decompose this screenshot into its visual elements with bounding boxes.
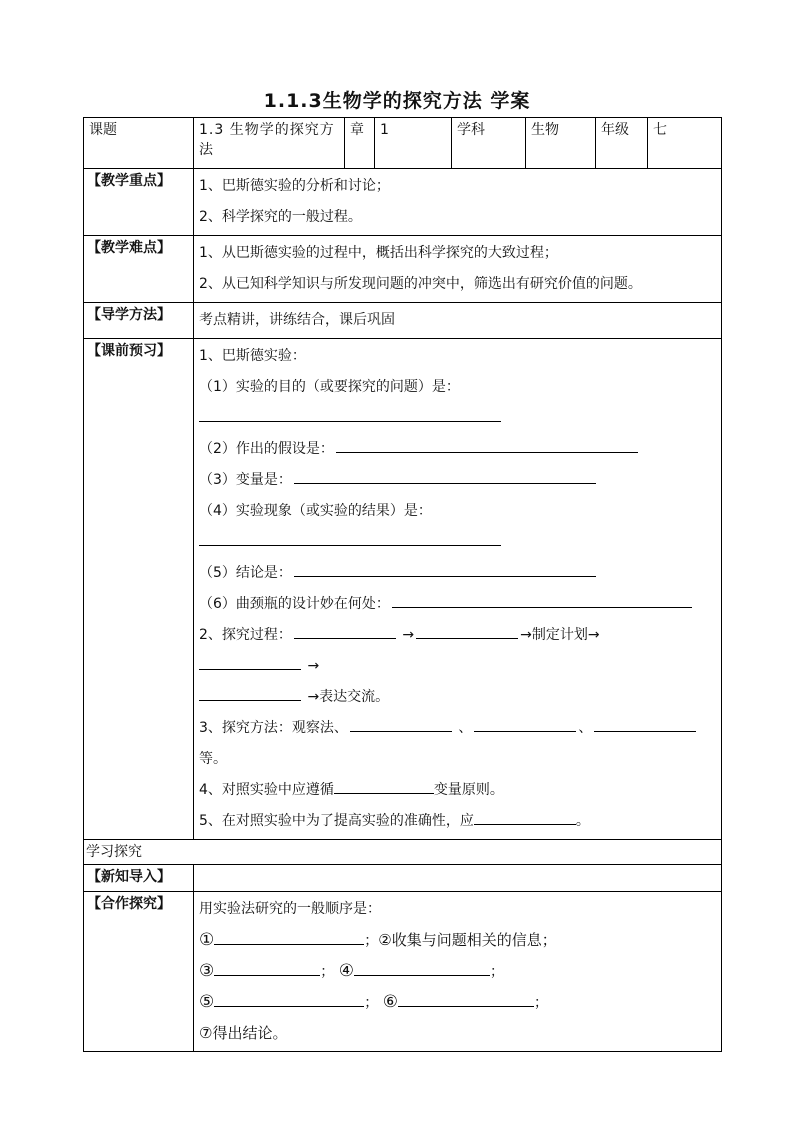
answer-blank[interactable] — [294, 562, 596, 577]
coop-step-5-6: ⑤ ； ⑥ ； — [199, 992, 548, 1012]
cooperative-row — [84, 892, 722, 1052]
answer-blank[interactable] — [214, 992, 364, 1007]
coop-intro: 用实验法研究的一般顺序是： — [199, 901, 381, 917]
answer-blank[interactable] — [350, 717, 452, 732]
answer-blank[interactable] — [214, 930, 364, 945]
answer-blank[interactable] — [199, 686, 301, 701]
answer-blank[interactable] — [336, 438, 638, 453]
subject-value: 生物 — [526, 118, 596, 169]
method-label: 【导学方法】 — [84, 303, 194, 339]
answer-blank[interactable] — [199, 655, 301, 670]
key-points-content — [194, 169, 722, 236]
answer-blank[interactable] — [474, 717, 576, 732]
topic-value: 1.3 生物学的探究方法 — [194, 118, 345, 169]
new-knowledge-label: 【新知导入】 — [84, 865, 194, 892]
preview-q4: 4、对照实验中应遵循 变量原则。 — [199, 775, 716, 806]
page-title: 1.1.3生物学的探究方法 学案 — [263, 90, 531, 112]
answer-blank[interactable] — [398, 992, 534, 1007]
answer-blank[interactable] — [199, 407, 501, 422]
preview-q1-2: （2）作出的假设是： — [199, 434, 716, 465]
answer-blank[interactable] — [214, 961, 320, 976]
preview-q1-5: （5）结论是： — [199, 558, 716, 589]
difficulties-row — [84, 236, 722, 303]
chapter-value: 1 — [375, 118, 452, 169]
preview-q3-end: 等。 — [199, 751, 227, 767]
preview-q1-4: （4）实验现象（或实验的结果）是： — [199, 503, 432, 519]
preview-row — [84, 339, 722, 840]
key-points-label: 【教学重点】 — [84, 169, 194, 236]
preview-q2-end: →表达交流。 — [199, 682, 716, 713]
answer-blank[interactable] — [334, 779, 434, 794]
method-text: 考点精讲，讲练结合，课后巩固 — [199, 312, 395, 328]
cooperative-label: 【合作探究】 — [84, 892, 194, 1052]
preview-q3: 3、探究方法：观察法、 、 、 — [199, 713, 716, 744]
preview-q1-1: （1）实验的目的（或要探究的问题）是： — [199, 379, 460, 395]
preview-label: 【课前预习】 — [84, 339, 194, 840]
preview-q5: 5、在对照实验中为了提高实验的准确性，应 。 — [199, 806, 716, 837]
coop-step-1-2: ① ；②收集与问题相关的信息； — [199, 930, 557, 950]
study-section-title: 学习探究 — [84, 840, 722, 865]
difficulties-content — [194, 236, 722, 303]
preview-q1-6: （6）曲颈瓶的设计妙在何处： — [199, 589, 716, 620]
answer-blank[interactable] — [392, 593, 692, 608]
difficulties-label: 【教学难点】 — [84, 236, 194, 303]
answer-blank[interactable] — [294, 469, 596, 484]
topic-label: 课题 — [84, 118, 194, 169]
answer-blank[interactable] — [474, 810, 576, 825]
new-knowledge-row — [84, 865, 722, 892]
study-section-row — [84, 840, 722, 865]
answer-blank[interactable] — [354, 961, 490, 976]
preview-q2-cont: → — [199, 651, 716, 682]
preview-content — [194, 339, 722, 840]
key-point-item: 1、巴斯德实验的分析和讨论； — [199, 178, 390, 194]
answer-blank[interactable] — [416, 624, 518, 639]
key-point-item: 2、科学探究的一般过程。 — [199, 209, 362, 225]
preview-q1-4-answer — [199, 527, 716, 558]
answer-blank[interactable] — [294, 624, 396, 639]
grade-value: 七 — [648, 118, 722, 169]
answer-blank[interactable] — [594, 717, 696, 732]
coop-step-7: ⑦得出结论。 — [199, 1024, 288, 1042]
grade-label: 年级 — [596, 118, 648, 169]
key-points-row — [84, 169, 722, 236]
difficulty-item: 1、从巴斯德实验的过程中，概括出科学探究的大致过程； — [199, 245, 558, 261]
cooperative-content — [194, 892, 722, 1052]
coop-step-3-4: ③ ； ④ ； — [199, 961, 504, 981]
chapter-label: 章 — [345, 118, 375, 169]
preview-q1-3: （3）变量是： — [199, 465, 716, 496]
header-row — [84, 118, 722, 169]
difficulty-item: 2、从已知科学知识与所发现问题的冲突中，筛选出有研究价值的问题。 — [199, 276, 642, 292]
preview-q1-1-answer — [199, 403, 716, 434]
preview-q1-title: 1、巴斯德实验： — [199, 348, 306, 364]
new-knowledge-content[interactable] — [194, 865, 722, 892]
worksheet-table — [83, 117, 722, 1052]
subject-label: 学科 — [452, 118, 526, 169]
preview-q2: 2、探究过程： → →制定计划→ — [199, 620, 716, 651]
answer-blank[interactable] — [199, 531, 501, 546]
method-row — [84, 303, 722, 339]
method-content — [194, 303, 722, 339]
